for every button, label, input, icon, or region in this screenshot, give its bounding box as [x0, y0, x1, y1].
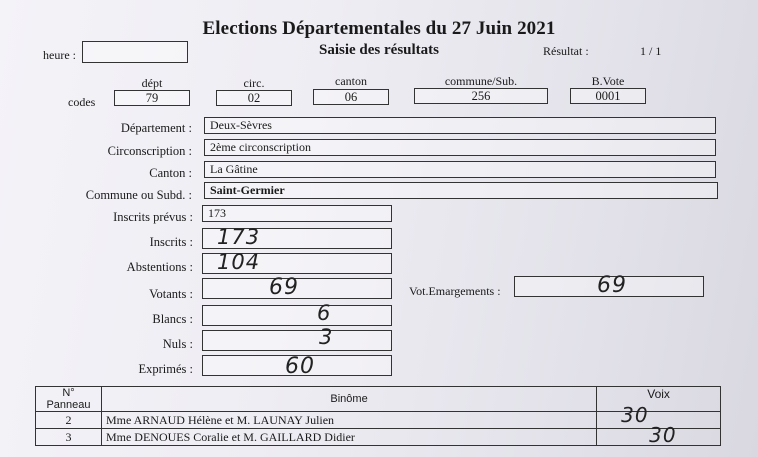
inscrits-value: 173	[217, 225, 261, 249]
votants-field[interactable]	[202, 275, 392, 300]
bvote-code-field[interactable]: 0001	[570, 88, 646, 104]
table-header-row	[36, 387, 721, 412]
heure-field[interactable]	[82, 41, 188, 63]
canton-label: Canton :	[149, 166, 192, 180]
departement-label: Département :	[120, 121, 192, 135]
dept-code-label: dépt	[141, 76, 163, 90]
resultat-label: Résultat :	[543, 44, 589, 58]
exprimes-value: 60	[285, 354, 315, 379]
voix-value: 30	[621, 403, 649, 427]
nuls-value: 3	[319, 325, 334, 349]
departement-field[interactable]: Deux-Sèvres	[204, 117, 716, 134]
panneau-cell: 2	[36, 412, 102, 429]
commune-code-label: commune/Sub.	[444, 74, 518, 88]
abstentions-label: Abstentions :	[126, 260, 193, 274]
circonscription-label: Circonscription :	[107, 144, 192, 158]
exprimes-field[interactable]	[202, 354, 392, 379]
votants-label: Votants :	[149, 287, 193, 301]
table-row	[36, 412, 721, 429]
resultat-value: 1 / 1	[640, 44, 662, 58]
inscrits-prevus-field[interactable]: 173	[202, 205, 392, 222]
blancs-field[interactable]	[202, 301, 392, 326]
canton-code-label: canton	[335, 74, 367, 88]
inscrits-field[interactable]	[202, 225, 392, 249]
panneau-cell: 3	[36, 429, 102, 446]
commune-label: Commune ou Subd. :	[85, 188, 192, 202]
voix-value: 30	[649, 423, 677, 447]
inscrits-prevus-label: Inscrits prévus :	[113, 210, 193, 224]
blancs-label: Blancs :	[152, 312, 193, 326]
col-voix-header: Voix	[597, 387, 721, 412]
dept-code-field[interactable]: 79	[114, 90, 190, 106]
binome-cell: Mme DENOUES Coralie et M. GAILLARD Didier	[101, 429, 596, 446]
codes-label: codes	[68, 95, 96, 109]
circ-code-field[interactable]: 02	[216, 90, 292, 106]
emargements-field[interactable]	[514, 273, 704, 298]
blancs-value: 6	[317, 301, 332, 325]
results-table	[35, 386, 721, 446]
col-binome-header: Binôme	[101, 387, 596, 412]
col-panneau-header: N° Panneau	[36, 387, 102, 412]
inscrits-label: Inscrits :	[149, 235, 193, 249]
canton-field[interactable]: La Gâtine	[204, 161, 716, 178]
circonscription-field[interactable]: 2ème circonscription	[204, 139, 716, 156]
voix-cell[interactable]	[597, 423, 721, 447]
canton-code-field[interactable]: 06	[313, 89, 389, 105]
exprimes-label: Exprimés :	[138, 362, 193, 376]
commune-field[interactable]: Saint-Germier	[204, 182, 718, 199]
votants-value: 69	[269, 275, 299, 300]
binome-cell: Mme ARNAUD Hélène et M. LAUNAY Julien	[101, 412, 596, 429]
table-row	[36, 429, 721, 446]
emargements-value: 69	[597, 273, 627, 298]
nuls-label: Nuls :	[162, 337, 193, 351]
form-title: Elections Départementales du 27 Juin 2021	[202, 18, 556, 39]
commune-code-field[interactable]: 256	[414, 88, 548, 104]
abstentions-field[interactable]	[202, 250, 392, 274]
bvote-code-label: B.Vote	[591, 74, 625, 88]
emargements-label: Vot.Emargements :	[409, 284, 501, 298]
abstentions-value: 104	[217, 250, 261, 274]
heure-label: heure :	[43, 48, 76, 62]
nuls-field[interactable]	[202, 325, 392, 351]
circ-code-label: circ.	[243, 76, 265, 90]
form-subtitle: Saisie des résultats	[319, 42, 439, 58]
